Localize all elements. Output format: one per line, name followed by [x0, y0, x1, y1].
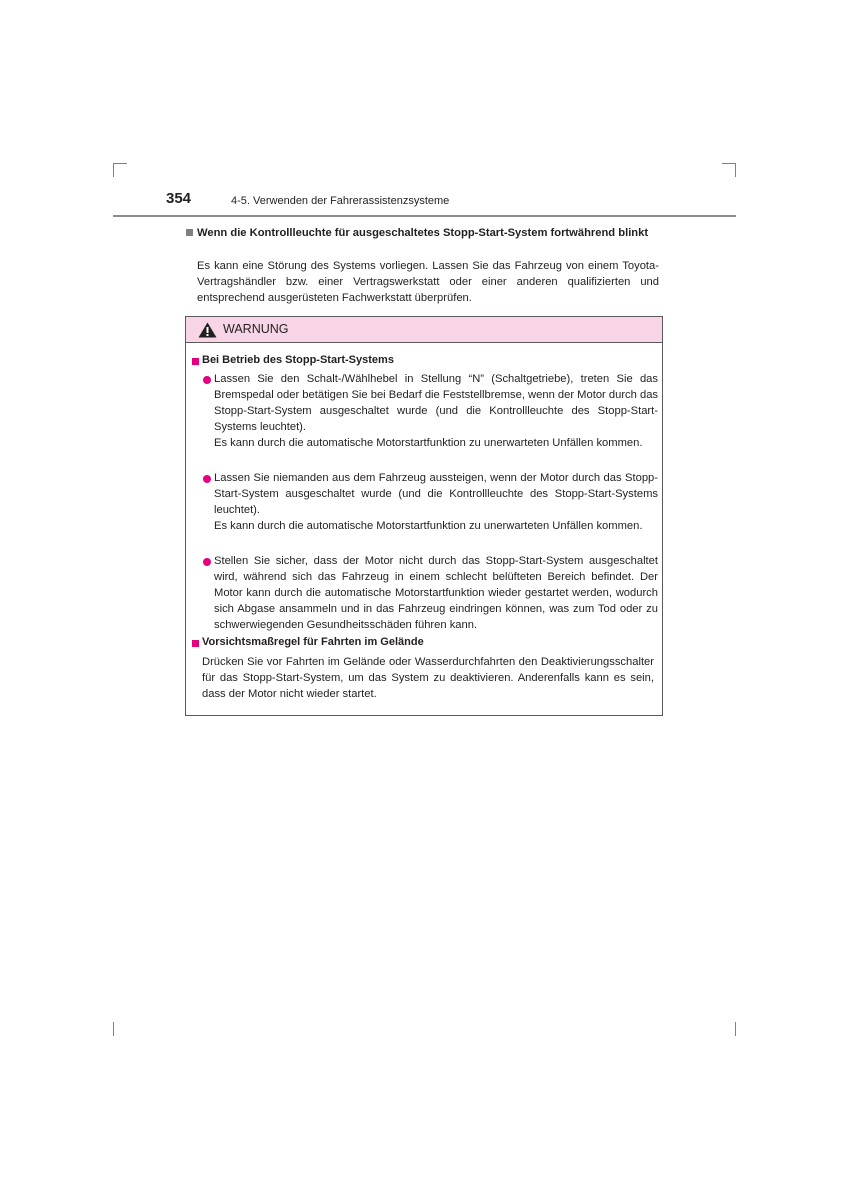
- indicator-body: Es kann eine Störung des Systems vorliegen. Lassen Sie das Fahrzeug von einem Toyota-Vertragshändler bzw. einer Vertragswerkstatt oder einer anderen qualifizierten und entsprechend ausgerüsteten Fachwerkstatt überprüfen.: [197, 260, 659, 304]
- pink-dot-bullet-icon: [203, 376, 211, 384]
- indicator-heading: Wenn die Kontrollleuchte für ausgeschaltetes Stopp-Start-System fortwährend blinkt: [197, 227, 649, 239]
- section-title: 4-5. Verwenden der Fahrerassistenzsysteme: [231, 195, 450, 207]
- bullet-3: [214, 553, 658, 633]
- warning-header-bar: [186, 317, 662, 343]
- pink-dot-bullet-icon: [203, 475, 211, 483]
- pink-square-bullet-icon: [192, 358, 199, 365]
- crop-mark-top-right-h: [722, 163, 736, 164]
- pink-dot-bullet-icon: [203, 558, 211, 566]
- crop-mark-top-right-v: [735, 163, 736, 177]
- bullet-2-note: Es kann durch die automatische Motorstartfunktion zu unerwarteten Unfällen kommen.: [214, 520, 643, 532]
- bullet-2: [214, 470, 658, 534]
- warning-label: WARNUNG: [223, 322, 289, 336]
- section1-heading: Bei Betrieb des Stopp-Start-Systems: [202, 354, 394, 366]
- crop-mark-top-left-h: [113, 163, 127, 164]
- bullet-1: [214, 371, 658, 451]
- bullet-3-text: Stellen Sie sicher, dass der Motor nicht durch das Stopp-Start-System ausgeschaltet wird, während sich das Fahrzeug in einem schlecht belüfteten Bereich befindet. Der Motor kann durch die automatische Motorstartfunktion wieder gestartet werden, wodurch sich Abgase ansammeln und in das Fahrzeug eindringen können, was zum Tod oder zu schwerwiegenden Gesundheitsschäden führen kann.: [214, 555, 658, 631]
- crop-mark-bottom-left-v: [113, 1022, 114, 1036]
- warning-triangle-icon: [198, 322, 217, 338]
- gray-square-bullet-icon: [186, 229, 193, 236]
- bullet-2-text: Lassen Sie niemanden aus dem Fahrzeug aussteigen, wenn der Motor durch das Stopp-Start-System ausgeschaltet wurde (und die Kontrollleuchte des Stopp-Start-Systems leuchtet).: [214, 472, 658, 516]
- bullet-1-text: Lassen Sie den Schalt-/Wählhebel in Stellung “N” (Schaltgetriebe), treten Sie das Bremspedal oder betätigen Sie bei Bedarf die Feststellbremse, wenn der Motor durch das Stopp-Start-System ausgeschaltet wurde (und die Kontrollleuchte des Stopp-Start-Systems leuchtet).: [214, 373, 659, 433]
- section2-body: Drücken Sie vor Fahrten im Gelände oder Wasserdurchfahrten den Deaktivierungsschalter für das Stopp-Start-System, um das System zu deaktivieren. Anderenfalls kann es sein, dass der Motor nicht wieder startet.: [202, 656, 654, 700]
- crop-mark-top-left-v: [113, 163, 114, 177]
- bullet-1-note: Es kann durch die automatische Motorstartfunktion zu unerwarteten Unfällen kommen.: [214, 437, 643, 449]
- crop-mark-bottom-right-v: [735, 1022, 736, 1036]
- section2-heading: Vorsichtsmaßregel für Fahrten im Gelände: [202, 636, 424, 648]
- pink-square-bullet-icon: [192, 640, 199, 647]
- warning-box: [185, 316, 663, 716]
- header-rule: [113, 215, 736, 217]
- page-number: 354: [166, 190, 192, 207]
